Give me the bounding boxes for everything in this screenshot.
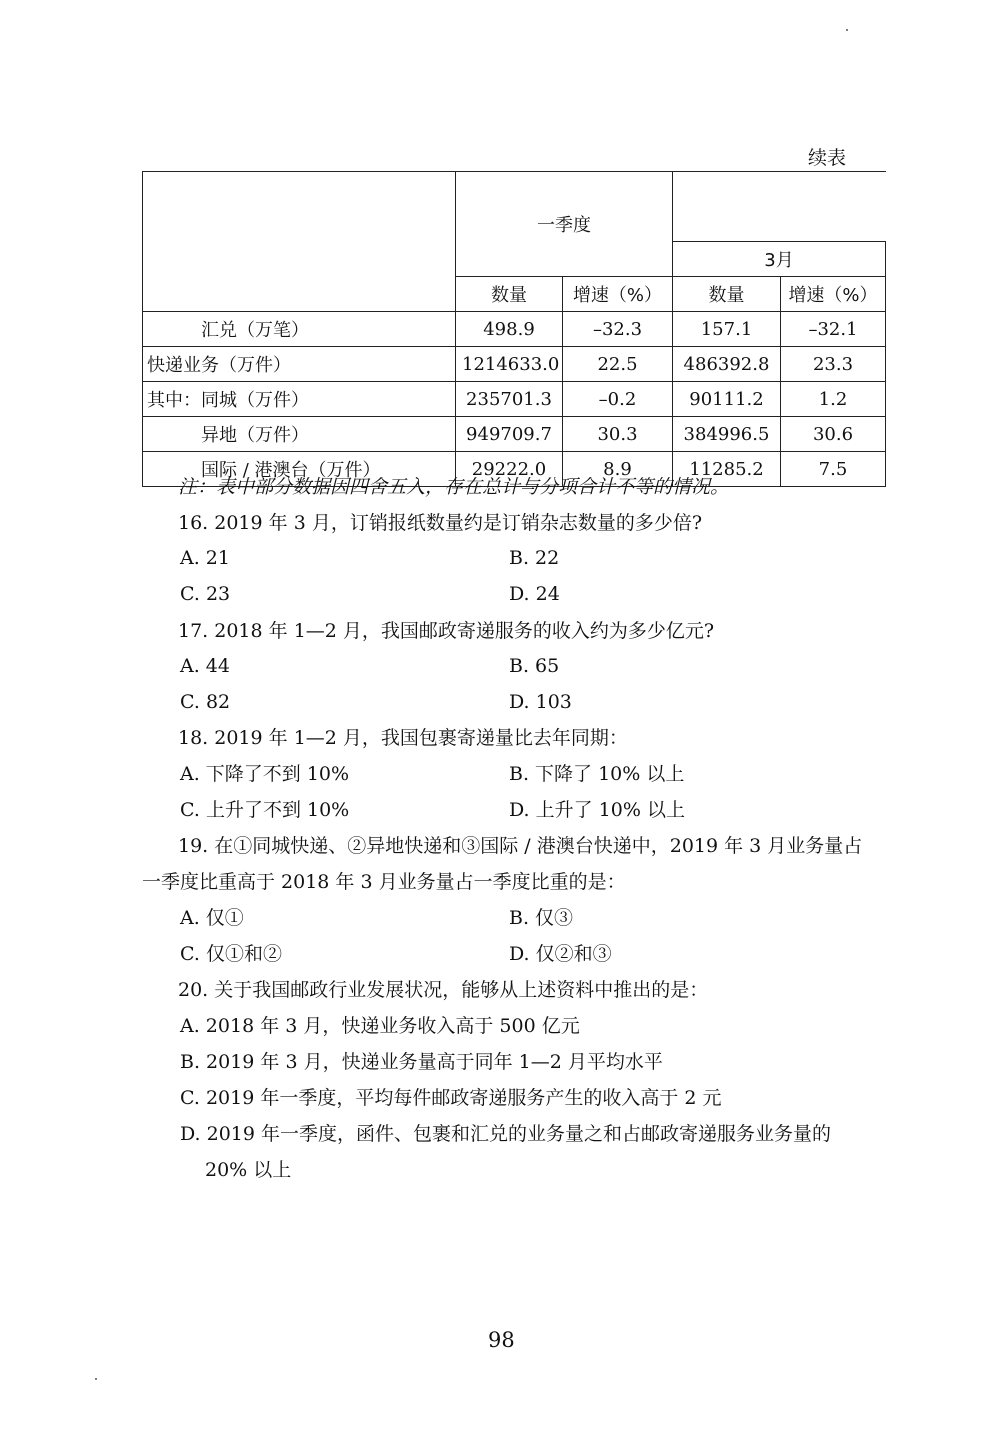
cell-m-qty: 90111.2 [673, 382, 781, 417]
cell-q-growth: 22.5 [563, 347, 673, 382]
header-m-growth: 增速（%） [781, 277, 886, 312]
cell-q-growth: –32.3 [563, 312, 673, 347]
question-19-stem-line1: 19. 在①同城快递、②异地快递和③国际 / 港澳台快递中，2019 年 3 月业务量占 [178, 835, 863, 857]
q18-option-d: D. 上升了 10% 以上 [509, 799, 685, 821]
cell-m-growth: –32.1 [781, 312, 886, 347]
row-label: 快递业务（万件） [143, 347, 456, 382]
q16-option-d: D. 24 [509, 583, 560, 605]
q20-option-c: C. 2019 年一季度，平均每件邮政寄递服务产生的收入高于 2 元 [180, 1087, 722, 1109]
q19-option-c: C. 仅①和② [180, 943, 282, 965]
cell-q-qty: 235701.3 [456, 382, 563, 417]
question-17-stem: 17. 2018 年 1—2 月，我国邮政寄递服务的收入约为多少亿元? [178, 620, 715, 642]
question-19-stem-line2: 一季度比重高于 2018 年 3 月业务量占一季度比重的是： [142, 871, 626, 893]
header-month: 3月 [673, 242, 886, 277]
q19-option-b: B. 仅③ [509, 907, 574, 929]
cell-q-qty: 949709.7 [456, 417, 563, 452]
table-row [143, 417, 886, 452]
row-label: 国际 / 港澳台（万件） [143, 452, 456, 487]
cell-q-growth: 30.3 [563, 417, 673, 452]
table-note: 注：表中部分数据因四舍五入，存在总计与分项合计不等的情况。 [178, 476, 730, 498]
row-label: 异地（万件） [143, 417, 456, 452]
q19-option-a: A. 仅① [180, 907, 244, 929]
cell-m-qty: 384996.5 [673, 417, 781, 452]
page-number: 98 [488, 1328, 515, 1352]
table-row [143, 347, 886, 382]
cell-q-growth: –0.2 [563, 382, 673, 417]
row-label: 其中：同城（万件） [143, 382, 456, 417]
q17-option-c: C. 82 [180, 691, 231, 713]
q16-option-c: C. 23 [180, 583, 231, 605]
table-row [143, 382, 886, 417]
q20-option-a: A. 2018 年 3 月，快递业务收入高于 500 亿元 [180, 1015, 580, 1037]
cell-q-qty: 498.9 [456, 312, 563, 347]
scan-speck [95, 1378, 97, 1380]
q20-option-d-line2: 20% 以上 [205, 1159, 292, 1181]
question-16-stem: 16. 2019 年 3 月，订销报纸数量约是订销杂志数量的多少倍? [178, 512, 703, 534]
cell-m-qty: 157.1 [673, 312, 781, 347]
header-spacer [673, 172, 886, 242]
q17-option-b: B. 65 [509, 655, 560, 677]
q18-option-a: A. 下降了不到 10% [180, 763, 350, 785]
header-q-growth: 增速（%） [563, 277, 673, 312]
cell-m-qty: 486392.8 [673, 347, 781, 382]
q16-option-b: B. 22 [509, 547, 560, 569]
cell-q-qty: 29222.0 [456, 452, 563, 487]
cell-q-qty: 1214633.0 [456, 347, 563, 382]
q16-option-a: A. 21 [180, 547, 230, 569]
cell-m-growth: 1.2 [781, 382, 886, 417]
data-table [142, 171, 886, 487]
q17-option-d: D. 103 [509, 691, 572, 713]
continued-label: 续表 [808, 147, 847, 169]
row-label: 汇兑（万笔） [143, 312, 456, 347]
table-corner [143, 172, 456, 312]
q20-option-b: B. 2019 年 3 月，快递业务量高于同年 1—2 月平均水平 [180, 1051, 663, 1073]
q19-option-d: D. 仅②和③ [509, 943, 612, 965]
q20-option-d-line1: D. 2019 年一季度，函件、包裹和汇兑的业务量之和占邮政寄递服务业务量的 [180, 1123, 832, 1145]
question-18-stem: 18. 2019 年 1—2 月，我国包裹寄递量比去年同期： [178, 727, 628, 749]
scan-speck [846, 29, 848, 31]
header-q-qty: 数量 [456, 277, 563, 312]
cell-m-growth: 30.6 [781, 417, 886, 452]
table-row [143, 312, 886, 347]
cell-m-growth: 7.5 [781, 452, 886, 487]
q18-option-c: C. 上升了不到 10% [180, 799, 350, 821]
q17-option-a: A. 44 [180, 655, 230, 677]
cell-m-qty: 11285.2 [673, 452, 781, 487]
q18-option-b: B. 下降了 10% 以上 [509, 763, 685, 785]
cell-q-growth: 8.9 [563, 452, 673, 487]
cell-m-growth: 23.3 [781, 347, 886, 382]
header-m-qty: 数量 [673, 277, 781, 312]
question-20-stem: 20. 关于我国邮政行业发展状况，能够从上述资料中推出的是： [178, 979, 709, 1001]
header-quarter: 一季度 [456, 172, 673, 277]
